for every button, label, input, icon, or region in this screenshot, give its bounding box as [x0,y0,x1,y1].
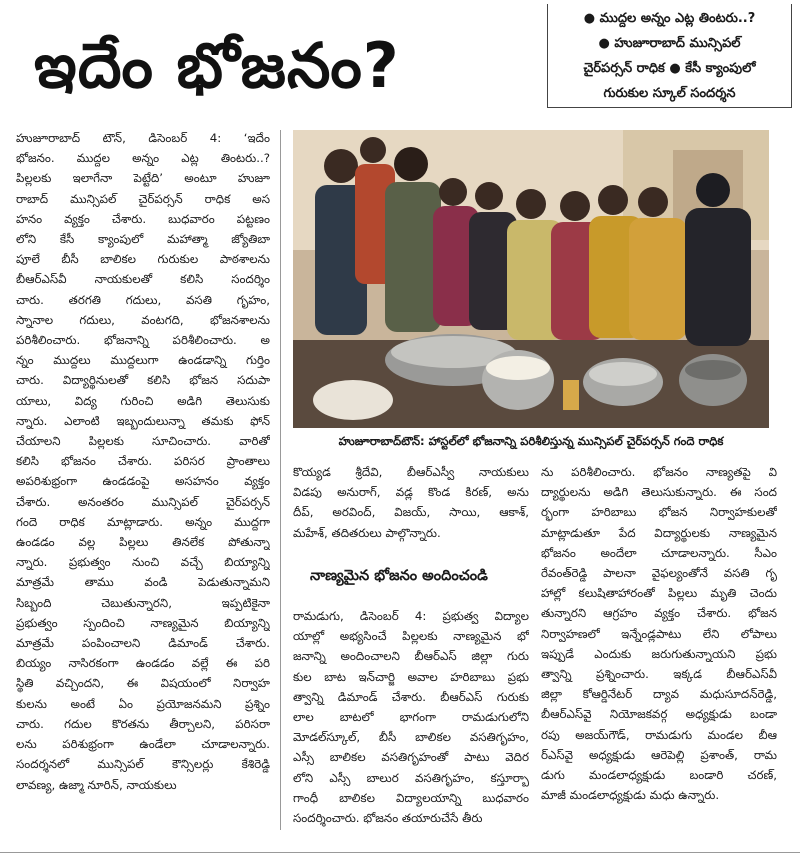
text-line: మహేశ్‌, తదితరులు పాల్గొన్నారు. [293,525,441,540]
text-line: ఎస్సీ బాలికల వసతిగృహంతో పాటు వెదిర [293,750,529,765]
text-line: డుగు మండలాధ్యక్షుడు బండారి చరణ్‌, [541,768,777,783]
text-line: జిల్లా కోఆర్డినేటర్‌ ద్యావ మధుసూదన్‌రెడ్డి, [541,687,777,702]
text-line: జనాన్ని అందించాలని బీఆర్‌ఎస్‌ జిల్లా గురు [293,649,529,664]
text-line: నిర్వాహణలో ఇన్నేండ్లపాటు లేని లోపాలు [541,626,777,641]
text-line: భోజనం అందేలా చూడాలన్నారు. సీఎం [541,545,777,560]
text-line: రపు అజయ్‌గౌడ్‌, రామడుగు మండల బీఆ [541,727,777,742]
article-column-1 [16,128,270,795]
photo-caption: హుజూరాబాద్‌టౌన్‌: హాస్టల్‌లో భోజనాన్ని పరిశీలిస్తున్న మున్సిపల్‌ చైర్‌పర్సన్‌ గందె రాధిక [338,434,724,448]
article-column-2-top [293,462,529,543]
text-line: చేయాలని పిల్లలకు సూచించారు. వారితో [16,434,270,449]
text-line: చేశారు. అనంతరం మున్సిపల్‌ చైర్‌పర్సన్‌ [16,494,270,509]
text-line: మాట్లాడుతూ పేద విద్యార్థులకు నాణ్యమైన [541,525,777,540]
kitchen-scene-illustration [293,130,769,428]
text-line: యాల్లో అభ్యసించే పిల్లలకు నాణ్యమైన భో [293,629,529,644]
text-line: ద్యార్థులను అడిగి తెలుసుకున్నారు. ఈ సంద [541,485,777,500]
text-line: తున్నారని ఆగ్రహం వ్యక్తం చేశారు. భోజన [541,606,777,621]
text-line: పిల్లలకు ఇలాగేనా పెట్టేది’ అంటూ హుజూ [16,171,270,186]
text-line: లోని ఎస్సీ బాలుర వసతిగృహం, కస్తూర్బా [293,770,529,785]
column-divider [280,130,281,830]
text-line: న్నారు. ఎలాంటి ఇబ్బందులున్నా తమకు ఫోన్‌ [16,413,270,428]
text-line: అపరిశుభ్రంగా ఉండడంపై అసహనం వ్యక్తం [16,474,270,489]
text-line: ఇప్పుడే ఎందుకు జరుగుతున్నాయని ప్రభు [541,646,777,661]
text-line: త్వాన్ని ప్రశ్నించారు. ఇక్కడ బీఆర్‌ఎస్‌వీ [541,667,777,682]
text-line: భోజనం. ముద్దల అన్నం ఎట్ల తింటరు..? [16,151,270,166]
text-line: గాంధీ బాలికల విద్యాలయాన్ని బుధవారం [293,790,529,805]
text-line: ప్రభుత్వం స్పందించి నాణ్యమైన బియ్యాన్ని [16,615,270,630]
text-line: బీఆర్‌ఎస్‌వీ నాయకులతో కలిసి సందర్శిం [16,272,270,287]
deck-line: చైర్‌పర్సన్‌ రాధిక ● కేసీ క్యాంపులో [583,61,756,76]
text-line: బియ్యం నాసిరకంగా ఉండడం వల్లే ఈ పరి [16,656,270,671]
text-line: రేవంత్‌రెడ్డి పాలనా వైఫల్యంతోనే వసతి గృ [541,566,777,581]
text-line: చారు. విద్యార్థినులతో కలిసి భోజన సదుపా [16,373,270,388]
article-column-2-bottom [293,606,529,828]
text-line: లావణ్య, ఉజ్మా నూరిన్‌, నాయకులు [16,777,177,792]
text-line: సందర్శించారు. భోజనం తయారుచేసే తీరు [293,811,483,826]
text-line: గందె రాధిక మాట్లాడారు. అన్నం ముద్దగా [16,514,270,529]
news-photo [293,130,769,428]
deck-line: ● హుజూరాబాద్‌ మున్సిపల్‌ [598,36,741,51]
text-line: లను పరిశుభ్రంగా ఉండేలా చూడాలన్నారు. [16,737,270,752]
text-line: హనం వ్యక్తం చేశారు. బుధవారం పట్టణం [16,211,270,226]
text-line: చారు. గదుల కొరతను తీర్చాలని, పరిసరా [16,716,270,731]
text-line: లోని కేసీ క్యాంపులో మహాత్మా జ్యోతిబా [16,232,270,247]
text-line: చారు. తరగతి గదులు, వసతి గృహం, [16,292,270,307]
text-line: స్నానాల గదులు, వంటగది, భోజనశాలను [16,312,270,327]
text-line: స్థితి వచ్చిందని, ఈ విషయంలో నిర్వాహ [16,676,270,691]
text-line: సందర్శనలో మున్సిపల్‌ కౌన్సిలర్లు కేశిరెడ్డి [16,757,270,772]
text-line: దీప్‌, అరవింద్‌, విజయ్‌, సాయి, ఆకాశ్‌, [293,505,529,520]
text-line: మాజీ మండలాధ్యక్షుడు మధు ఉన్నారు. [541,788,720,803]
text-line: ర్భంగా హరిబాబు భోజన నిర్వాహకులతో [541,505,777,520]
text-line: న్నారు. ప్రభుత్వం నుంచి వచ్చే బియ్యాన్ని [16,555,270,570]
text-line: కుల బాట ఇన్‌చార్జి అవాల హరిబాబు ప్రభు [293,669,529,684]
text-line: రాబాద్‌ మున్సిపల్‌ చైర్‌పర్సన్‌ రాధిక అస [16,191,270,206]
text-line: ఉండడం వల్ల పిల్లలు తినలేక పోతున్నా [16,535,270,550]
text-line: మాత్రమే పంపించాలని డిమాండ్‌ చేశారు. [16,636,270,651]
sub-headline: నాణ్యమైన భోజనం అందించండి [310,568,488,584]
deck-line: ● ముద్దల అన్నం ఎట్ల తింటరు..? [583,11,756,26]
headline: ఇదేం భోజనం? [34,29,400,102]
text-line: హాల్లో కలుషితాహారంతో పిల్లలు మృతి చెందు [541,586,777,601]
text-line: యాలు, విద్య గురించి అడిగి తెలుసుకు [16,393,270,408]
text-line: పూలే బీసీ బాలికల గురుకుల పాఠశాలను [16,252,270,267]
text-line: మోడల్‌స్కూల్‌, బీసీ బాలికల వసతిగృహం, [293,730,529,745]
text-line: విడపు అనురాగ్‌, వడ్ల కొండ కిరణ్‌, అను [293,485,529,500]
text-line: సిబ్బంది చెబుతున్నారని, ఇప్పటికైనా [16,595,270,610]
article-column-3 [541,462,777,805]
text-line: రామడుగు, డిసెంబర్‌ 4: ప్రభుత్వ విద్యాల [293,609,529,623]
text-line: త్వాన్ని డిమాండ్‌ చేశారు. బీఆర్‌ఎస్‌ గురుకు [293,689,529,704]
text-line: పరిశీలించారు. భోజనాన్ని పరిశీలించారు. అ [16,333,270,348]
text-line: ను పరిశీలించారు. భోజనం నాణ్యతపై వి [541,465,777,479]
text-line: న్నం ముద్దలు ముద్దలుగా ఉండడాన్ని గుర్తిం [16,353,270,368]
deck-line: గురుకుల స్కూల్‌ సందర్శన [603,86,736,101]
text-line: మాత్రమే తాము వండి పెడుతున్నామని [16,575,270,590]
bottom-rule [0,852,800,853]
text-line: హుజూరాబాద్‌ టౌన్‌, డిసెంబర్‌ 4: ‘ఇదేం [16,131,270,145]
text-line: ర్‌ఎస్‌వై అధ్యక్షుడు ఆరెపెల్లి ప్రశాంత్‌, రామ [541,747,777,762]
deck-box [547,4,792,108]
text-line: బీఆర్‌ఎస్‌వై నియోజకవర్గ అధ్యక్షుడు బండా [541,707,777,722]
text-line: కొయ్యడ శ్రీదేవి, బీఆర్‌ఎస్వీ నాయకులు [293,465,529,479]
text-line: కులను అంటే ఏం ప్రయోజనమని ప్రశ్నిం [16,696,270,711]
text-line: లాల బాటలో భాగంగా రామడుగులోని [293,710,529,725]
text-line: కలిసి భోజనం చేశారు. పరిసర ప్రాంతాలు [16,454,270,469]
